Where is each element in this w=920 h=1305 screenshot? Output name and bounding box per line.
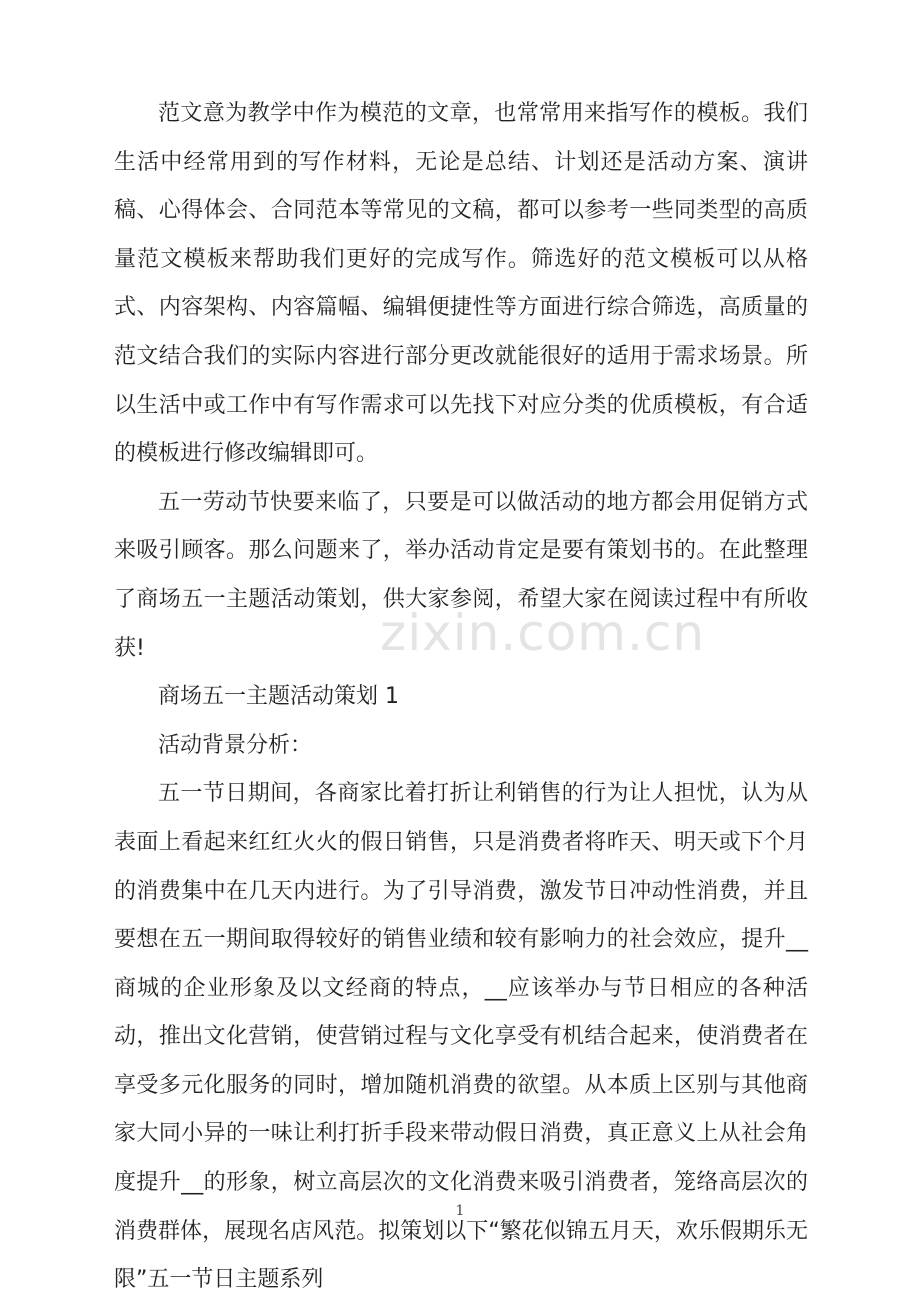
watermark: zixin.com.cn xyxy=(380,604,706,662)
paragraph-preface: 五一劳动节快要来临了，只要是可以做活动的地方都会用促销方式来吸引顾客。那么问题来了，举办活动肯定是要有策划书的。在此整理了商场五一主题活动策划，供大家参阅，希望大家在阅读过程中有所收获! xyxy=(114,489,808,661)
document-body xyxy=(114,90,808,1305)
page-number: 1 xyxy=(455,1203,465,1219)
paragraph-background: 五一节日期间，各商家比着打折让利销售的行为让人担忧，认为从表面上看起来红红火火的假日销售，只是消费者将昨天、明天或下个月的消费集中在几天内进行。为了引导消费，激发节日冲动性消费，并且要想在五一期间取得较好的销售业绩和较有影响力的社会效应，提升__商城的企业形象及以文经商的特点，__应该举办与节日相应的各种活动，推出文化营销，使营销过程与文化享受有机结合起来，使消费者在享受多元化服务的同时，增加随机消费的欲望。从本质上区别与其他商家大同小异的一味让利打折手段来带动假日消费，真正意义上从社会角度提升__的形象，树立高层次的文化消费来吸引消费者，笼络高层次的消费群体，展现名店风范。拟策划以下“繁花似锦五月天，欢乐假期乐无限”五一节日主题系列 xyxy=(114,781,808,1293)
paragraph-intro: 范文意为教学中作为模范的文章，也常常用来指写作的模板。我们生活中经常用到的写作材料，无论是总结、计划还是活动方案、演讲稿、心得体会、合同范本等常见的文稿，都可以参考一些同类型的高质量范文模板来帮助我们更好的完成写作。筛选好的范文模板可以从格式、内容架构、内容篇幅、编辑便捷性等方面进行综合筛选，高质量的范文结合我们的实际内容进行部分更改就能很好的适用于需求场景。所以生活中或工作中有写作需求可以先找下对应分类的优质模板，有合适的模板进行修改编辑即可。 xyxy=(114,101,808,467)
section-title: 商场五一主题活动策划 1 xyxy=(158,684,399,710)
subsection-heading: 活动背景分析： xyxy=(158,732,313,758)
